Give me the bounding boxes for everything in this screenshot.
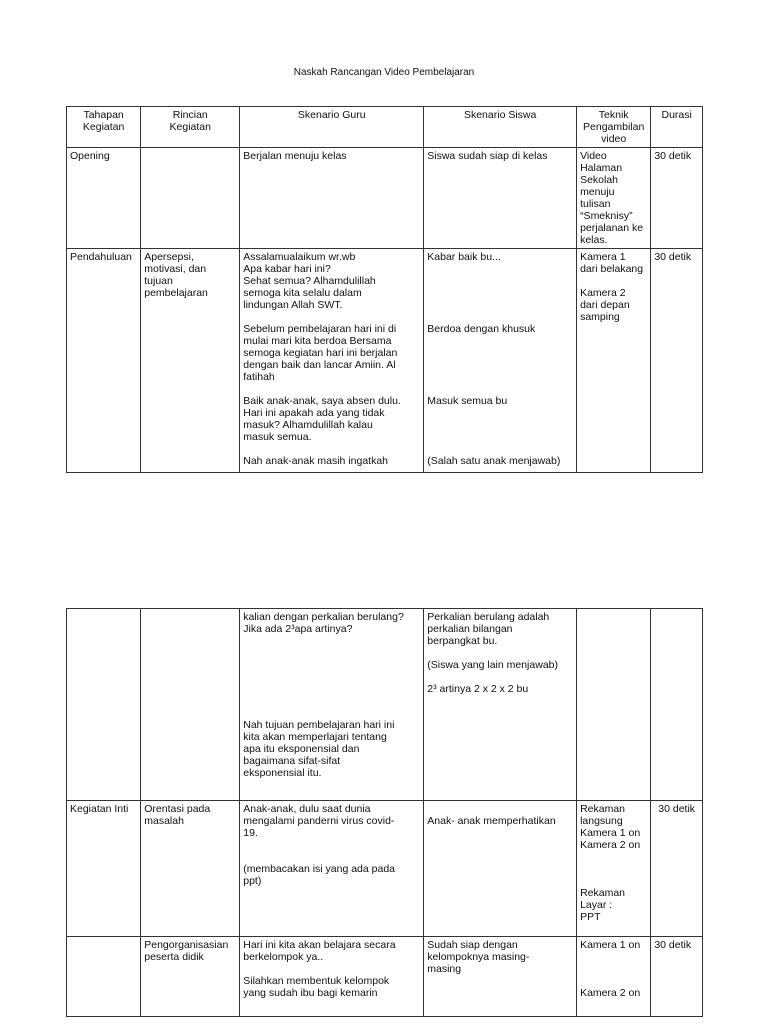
cell-rincian: [141, 148, 240, 249]
cell-tahapan: [67, 937, 141, 1017]
cell-tahapan: Opening: [67, 148, 141, 249]
cell-rincian: Apersepsi, motivasi, dan tujuan pembelajaran: [141, 249, 240, 473]
header-tahapan: Tahapan Kegiatan: [67, 107, 141, 148]
cell-skenario-siswa: Sudah siap dengan kelompoknya masing- masing: [424, 937, 577, 1017]
cell-durasi: 30 detik: [651, 801, 703, 937]
header-teknik: Teknik Pengambilan video: [577, 107, 651, 148]
table-row: [67, 801, 703, 937]
table-row: [67, 249, 703, 473]
cell-durasi: 30 detik: [651, 249, 703, 473]
cell-skenario-guru: Berjalan menuju kelas: [240, 148, 424, 249]
cell-skenario-siswa: Perkalian berulang adalah perkalian bilangan berpangkat bu. (Siswa yang lain menjawab) 2³ artinya 2 x 2 x 2 bu: [424, 609, 577, 801]
cell-durasi: 30 detik: [651, 148, 703, 249]
cell-rincian: [141, 609, 240, 801]
cell-durasi: 30 detik: [651, 937, 703, 1017]
document-title: Naskah Rancangan Video Pembelajaran: [293, 67, 475, 78]
cell-skenario-guru: Anak-anak, dulu saat dunia mengalami panderni virus covid- 19. (membacakan isi yang ada pada ppt): [240, 801, 424, 937]
cell-teknik: Video Halaman Sekolah menuju tulisan “Smeknisy” perjalanan ke kelas.: [577, 148, 651, 249]
header-rincian: Rincian Kegiatan: [141, 107, 240, 148]
script-table-page-2: [66, 608, 703, 1017]
cell-skenario-guru: kalian dengan perkalian berulang? Jika ada 2³apa artinya? Nah tujuan pembelajaran hari ini kita akan memperlajari tentang apa itu eksponensial dan bagaimana sifat-sifat eksponensial itu.: [240, 609, 424, 801]
table-row: [67, 609, 703, 801]
header-durasi: Durasi: [651, 107, 703, 148]
cell-teknik: Kamera 1 dari belakang Kamera 2 dari depan samping: [577, 249, 651, 473]
table-header-row: [67, 107, 703, 148]
cell-tahapan: Pendahuluan: [67, 249, 141, 473]
cell-tahapan: [67, 609, 141, 801]
cell-rincian: Orentasi pada masalah: [141, 801, 240, 937]
cell-teknik: Kamera 1 on Kamera 2 on: [577, 937, 651, 1017]
script-table-page-1: [66, 106, 703, 473]
cell-skenario-guru: Assalamualaikum wr.wb Apa kabar hari ini? Sehat semua? Alhamdulillah semoga kita selalu dalam lindungan Allah SWT. Sebelum pembelajaran hari ini di mulai mari kita berdoa Bersama semoga kegiatan hari ini berjalan dengan baik dan lancar Amiin. Al fatihah Baik anak-anak, saya absen dulu. Hari ini apakah ada yang tidak masuk? Alhamdulillah kalau masuk semua. Nah anak-anak masih ingatkah: [240, 249, 424, 473]
cell-tahapan: Kegiatan Inti: [67, 801, 141, 937]
cell-skenario-siswa: Kabar baik bu... Berdoa dengan khusuk Masuk semua bu (Salah satu anak menjawab): [424, 249, 577, 473]
cell-skenario-guru: Hari ini kita akan belajara secara berkelompok ya.. Silahkan membentuk kelompok yang sudah ibu bagi kemarin: [240, 937, 424, 1017]
table-row: [67, 937, 703, 1017]
cell-rincian: Pengorganisasian peserta didik: [141, 937, 240, 1017]
cell-skenario-siswa: Siswa sudah siap di kelas: [424, 148, 577, 249]
cell-skenario-siswa: Anak- anak memperhatikan: [424, 801, 577, 937]
table-row: [67, 148, 703, 249]
cell-teknik: [577, 609, 651, 801]
cell-teknik: Rekaman langsung Kamera 1 on Kamera 2 on Rekaman Layar : PPT: [577, 801, 651, 937]
header-skenario-guru: Skenario Guru: [240, 107, 424, 148]
cell-durasi: [651, 609, 703, 801]
header-skenario-siswa: Skenario Siswa: [424, 107, 577, 148]
